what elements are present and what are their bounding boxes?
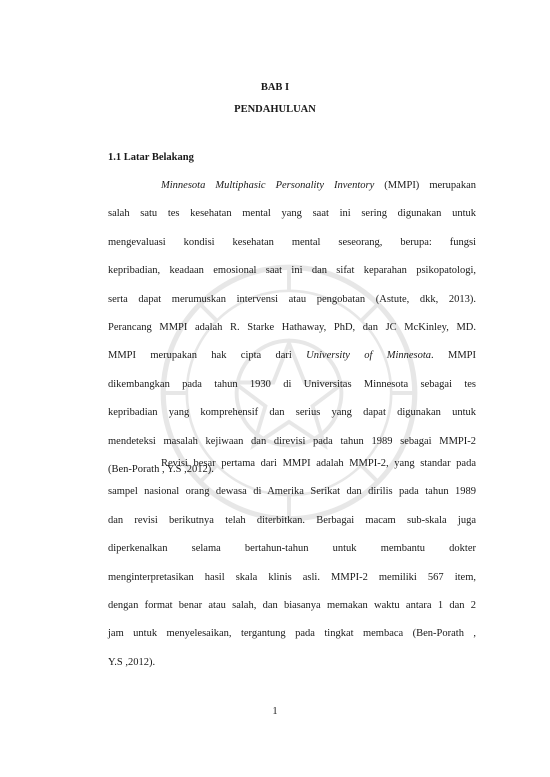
text-line: [108, 229, 476, 257]
text-line: [108, 564, 476, 592]
italic-text: Minnesota Multiphasic Personality Inventory: [161, 180, 375, 191]
line-text: Revisi besar pertama dari MMPI adalah MMPI-2, yang standar pada: [161, 458, 476, 469]
line-text: Y.S ,2012).: [108, 656, 156, 668]
line-text: jam untuk menyelesaikan, tergantung pada tingkat membaca (Ben-Porath ,: [108, 628, 476, 640]
paragraph-1: [108, 172, 476, 484]
line-text: salah satu tes kesehatan mental yang saat ini sering digunakan untuk: [108, 208, 476, 220]
text-line: [108, 342, 476, 370]
line-text: Perancang MMPI adalah R. Starke Hathaway, PhD, dan JC McKinley, MD.: [108, 322, 476, 334]
chapter-title: PENDAHULUAN: [234, 104, 316, 115]
text-line: [108, 450, 476, 478]
page-number: 1: [272, 706, 278, 717]
line-text: mendeteksi masalah kejiwaan dan direvisi pada tahun 1989 sebagai MMPI-2: [108, 435, 476, 447]
line-text: mengevaluasi kondisi kesehatan mental seseorang, berupa: fungsi: [108, 236, 476, 248]
text-line: [108, 649, 476, 677]
paragraph-2: [108, 450, 476, 677]
section-title: Latar Belakang: [123, 152, 194, 163]
line-text: MMPI merupakan hak cipta dari: [108, 350, 307, 362]
text-line: [108, 286, 476, 314]
text-line: [108, 535, 476, 563]
text-line: [108, 620, 476, 648]
text-line: [108, 399, 476, 427]
text-line: [108, 507, 476, 535]
chapter-number: BAB I: [260, 82, 290, 93]
line-text: . MMPI: [431, 350, 477, 362]
line-text: dikembangkan pada tahun 1930 di Universitas Minnesota sebagai tes: [108, 378, 476, 390]
text-line: [108, 371, 476, 399]
text-line: [108, 200, 476, 228]
text-line: [108, 478, 476, 506]
text-line: [108, 314, 476, 342]
section-heading: [108, 152, 194, 163]
text-line: [108, 592, 476, 620]
line-text: dan revisi berikutnya telah diterbitkan. Berbagai macam sub-skala juga: [108, 514, 476, 526]
line-text: sampel nasional orang dewasa di Amerika Serikat dan dirilis pada tahun 1989: [108, 486, 476, 498]
italic-text: University of Minnesota: [306, 350, 432, 362]
line-text: kepribadian yang komprehensif dan serius yang dapat digunakan untuk: [108, 407, 476, 419]
text-line: [108, 257, 476, 285]
text-line: [108, 172, 476, 200]
section-number: 1.1: [108, 152, 122, 163]
line-text: kepribadian, keadaan emosional saat ini dan sifat keparahan psikopatologi,: [108, 265, 476, 277]
line-text: diperkenalkan selama bertahun-tahun untuk membantu dokter: [108, 543, 476, 555]
line-text: dengan format benar atau salah, dan biasanya memakan waktu antara 1 dan 2: [108, 600, 476, 612]
line-text: menginterpretasikan hasil skala klinis asli. MMPI-2 memiliki 567 item,: [108, 571, 476, 583]
line-text: (MMPI) merupakan: [374, 180, 476, 191]
line-text: serta dapat merumuskan intervensi atau pengobatan (Astute, dkk, 2013).: [108, 293, 476, 305]
line-text: (Ben-Porath , Y.S ,2012).: [108, 464, 214, 476]
